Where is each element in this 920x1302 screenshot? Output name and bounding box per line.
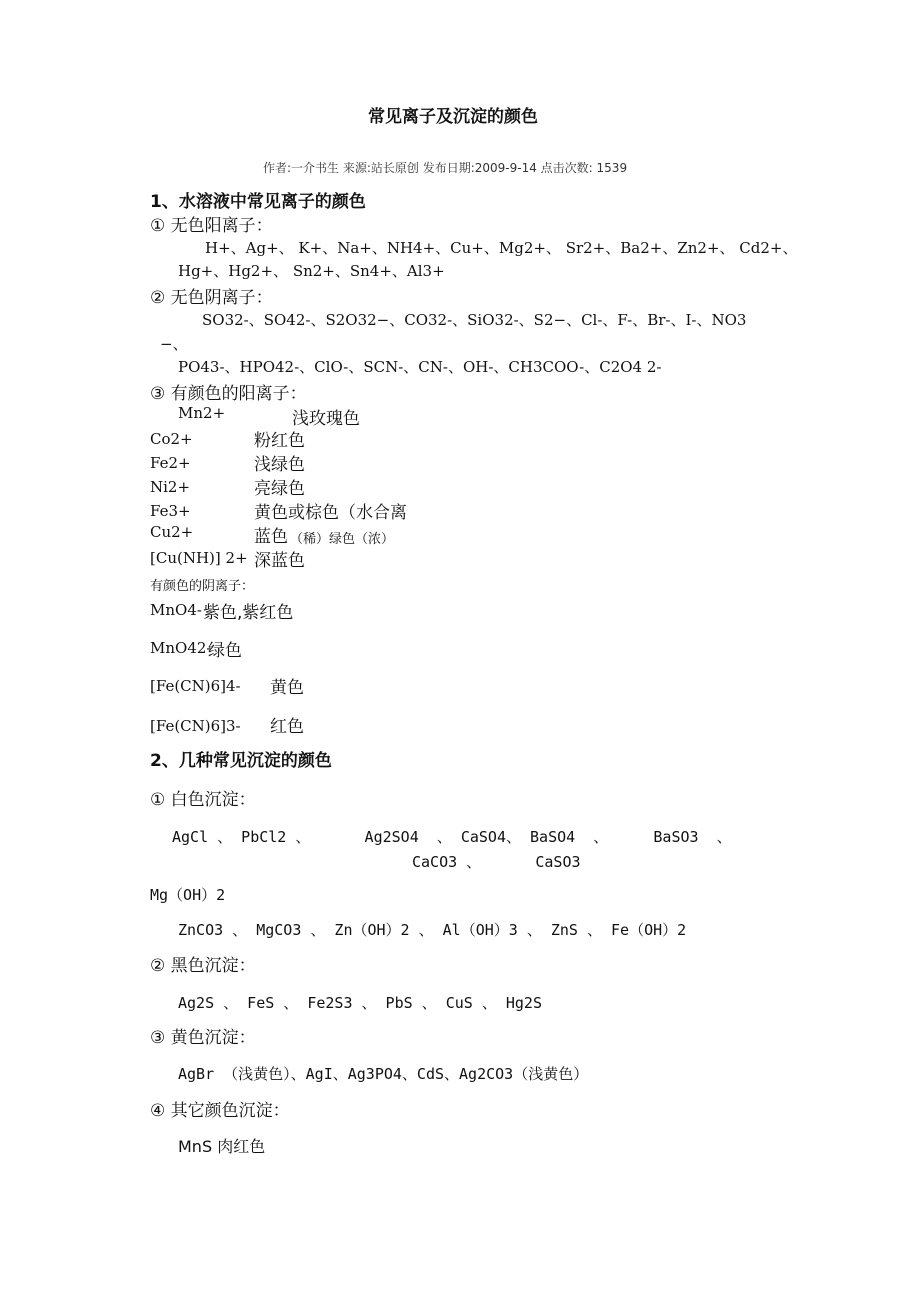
colorless-anions-line-2: PO43-、HPO42-、ClO-、SCN-、CN-、OH-、CH3COO-、C2O4 2- <box>178 358 662 376</box>
anion-ion: MnO42- <box>150 639 212 657</box>
cation-ion: Fe2+ <box>150 454 191 472</box>
colored-anions-label: 有颜色的阴离子： <box>150 579 255 594</box>
cation-color: 亮绿色 <box>254 479 305 499</box>
other-precipitate-line-1: MnS 肉红色 <box>178 1137 266 1156</box>
section-1-heading: 1、水溶液中常见离子的颜色 <box>150 192 366 212</box>
yellow-precipitate-label: ③ 黄色沉淀： <box>150 1028 256 1048</box>
anion-color: 绿色 <box>208 641 242 661</box>
colorless-anions-label: ② 无色阴离子： <box>150 288 273 308</box>
anion-color: 黄色 <box>270 678 304 698</box>
cation-color: 深蓝色 <box>254 551 305 571</box>
cation-ion: Fe3+ <box>150 502 191 520</box>
anion-color: 紫色,紫红色 <box>203 603 294 623</box>
white-precipitate-line-1b: CaCO3 、 CaSO3 <box>412 853 581 871</box>
white-precipitate-label: ① 白色沉淀： <box>150 790 256 810</box>
cation-ion: Mn2+ <box>178 404 226 422</box>
cation-ion: Ni2+ <box>150 478 191 496</box>
black-precipitate-label: ② 黑色沉淀： <box>150 956 256 976</box>
cation-color-note: （稀）绿色（浓） <box>290 532 395 547</box>
cation-ion: [Cu(NH)] 2+ <box>150 549 248 567</box>
cation-color: 浅玫瑰色 <box>292 409 360 429</box>
anion-color: 红色 <box>270 717 304 737</box>
colorless-cations-label: ① 无色阳离子： <box>150 216 273 236</box>
cation-ion: Cu2+ <box>150 523 194 541</box>
anion-ion: [Fe(CN)6]3- <box>150 717 241 735</box>
cation-color: 粉红色 <box>254 431 305 451</box>
white-precipitate-line-3: ZnCO3 、 MgCO3 、 Zn（OH）2 、 Al（OH）3 、 ZnS 、 Fe（OH）2 <box>178 921 687 939</box>
section-2-heading: 2、几种常见沉淀的颜色 <box>150 751 332 771</box>
colorless-cations-line-1: H+、Ag+、 K+、Na+、NH4+、Cu+、Mg2+、 Sr2+、Ba2+、Zn2+、 Cd2+、 <box>205 239 798 257</box>
colorless-anions-line-1b: −、 <box>160 335 188 353</box>
cation-color: 蓝色 <box>254 527 288 547</box>
white-precipitate-line-1: AgCl 、 PbCl2 、 Ag2SO4 、 CaSO4、 BaSO4 、 BaSO3 、 <box>172 828 732 846</box>
white-precipitate-line-2: Mg（OH）2 <box>150 886 226 904</box>
colorless-cations-line-2: Hg+、Hg2+、 Sn2+、Sn4+、Al3+ <box>178 262 445 280</box>
colored-cations-label: ③ 有颜色的阳离子： <box>150 384 307 404</box>
article-meta: 作者:一介书生 来源:站长原创 发布日期:2009-9-14 点击次数: 1539 <box>263 161 628 175</box>
cation-ion: Co2+ <box>150 430 193 448</box>
anion-ion: [Fe(CN)6]4- <box>150 677 241 695</box>
cation-color: 浅绿色 <box>254 455 305 475</box>
black-precipitate-line-1: Ag2S 、 FeS 、 Fe2S3 、 PbS 、 CuS 、 Hg2S <box>178 994 542 1012</box>
cation-color: 黄色或棕色（水合离 <box>254 503 407 523</box>
anion-ion: MnO4- <box>150 601 202 619</box>
colorless-anions-line-1: SO32-、SO42-、S2O32−、CO32-、SiO32-、S2−、Cl-、F-、Br-、I-、NO3 <box>202 311 747 329</box>
other-precipitate-label: ④ 其它颜色沉淀： <box>150 1101 290 1121</box>
yellow-precipitate-line-1: AgBr （浅黄色）、AgI、Ag3PO4、CdS、Ag2CO3（浅黄色） <box>178 1065 589 1083</box>
page-title: 常见离子及沉淀的颜色 <box>368 107 538 127</box>
